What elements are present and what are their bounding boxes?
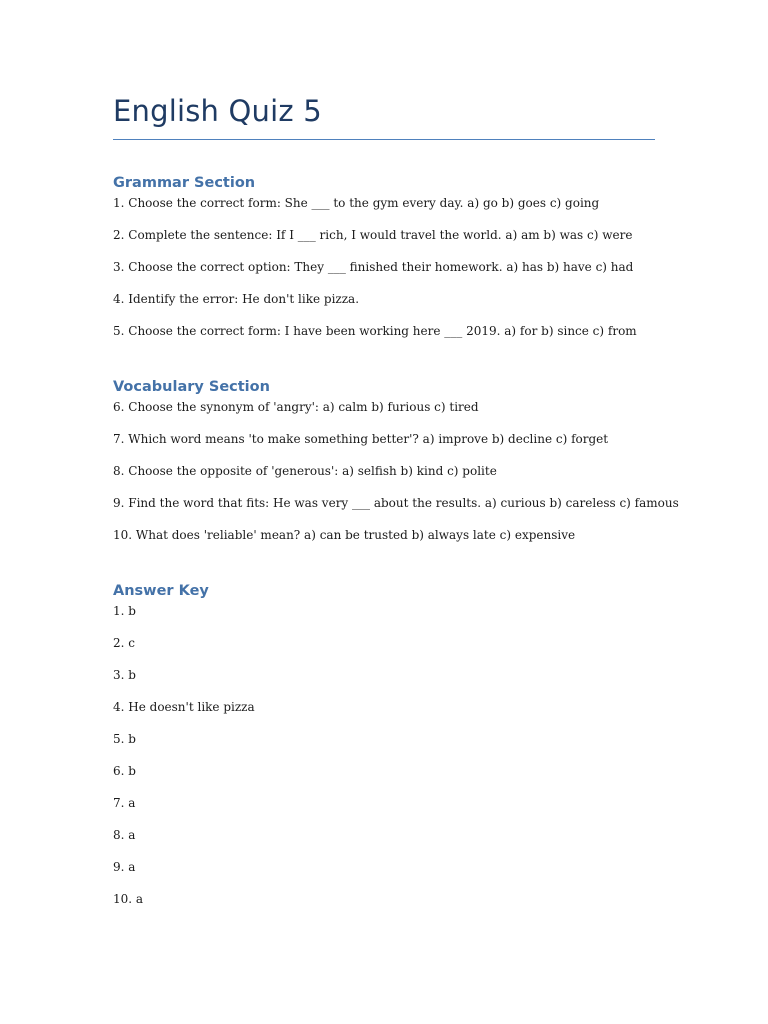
question-item: 3. Choose the correct option: They ___ finished their homework. a) has b) have c) had [113,260,634,274]
grammar-question-list [113,194,673,354]
title-divider [113,139,655,140]
answer-key-heading: Answer Key [113,583,209,599]
answer-item: 7. a [113,796,136,810]
vocabulary-section-heading: Vocabulary Section [113,379,270,395]
answer-item: 4. He doesn't like pizza [113,700,255,714]
question-item: 9. Find the word that fits: He was very ___ about the results. a) curious b) careless c) famous [113,496,679,510]
grammar-section-heading: Grammar Section [113,175,256,191]
grammar-section [113,172,673,354]
question-item: 4. Identify the error: He don't like pizza. [113,292,360,306]
question-item: 8. Choose the opposite of 'generous': a) selfish b) kind c) polite [113,464,497,478]
answer-item: 3. b [113,668,136,682]
question-item: 1. Choose the correct form: She ___ to the gym every day. a) go b) goes c) going [113,196,600,210]
answer-list [113,602,673,922]
answer-key-section [113,580,673,922]
answer-item: 5. b [113,732,136,746]
question-item: 7. Which word means 'to make something better'? a) improve b) decline c) forget [113,432,609,446]
answer-item: 9. a [113,860,136,874]
document-title: English Quiz 5 [113,94,322,128]
question-item: 2. Complete the sentence: If I ___ rich, I would travel the world. a) am b) was c) were [113,228,633,242]
answer-item: 6. b [113,764,136,778]
answer-item: 1. b [113,604,136,618]
question-item: 5. Choose the correct form: I have been working here ___ 2019. a) for b) since c) from [113,324,637,338]
vocabulary-question-list [113,398,679,558]
answer-item: 2. c [113,636,135,650]
answer-item: 10. a [113,892,144,906]
vocabulary-section [113,376,679,558]
answer-item: 8. a [113,828,136,842]
question-item: 6. Choose the synonym of 'angry': a) calm b) furious c) tired [113,400,479,414]
question-item: 10. What does 'reliable' mean? a) can be trusted b) always late c) expensive [113,528,576,542]
